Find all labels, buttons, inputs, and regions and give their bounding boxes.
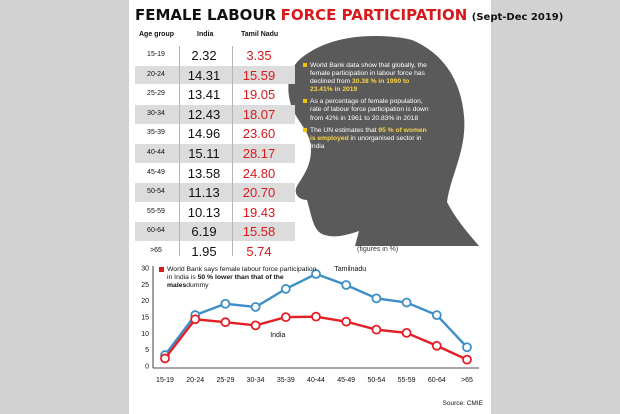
table-cell-india: 11.13: [188, 185, 220, 201]
x-tick-label: 50-54: [367, 377, 386, 384]
table-cell-tn: 19.05: [242, 87, 276, 103]
x-tick-label: 20-24: [186, 377, 205, 384]
table-cell-age: 60-64: [147, 227, 165, 235]
title-part-2: FORCE PARTICIPATION: [280, 6, 468, 24]
table-cell-age: 35-39: [147, 129, 165, 137]
table-cell-age: 55-59: [147, 207, 165, 215]
x-tick-label: 35-39: [276, 377, 295, 384]
note-2-text: As a percentage of female population, rate of labour force participation is down from 42% in 1961 to 20.83% in 2018: [310, 98, 429, 122]
data-point-india: [372, 326, 380, 334]
note-3-text: The UN estimates that: [310, 126, 379, 134]
data-point-tamilnadu: [252, 303, 260, 311]
table-row: [135, 66, 295, 85]
bullet-square-icon: [303, 128, 307, 132]
table-cell-age: 25-29: [147, 90, 165, 98]
x-tick-label: 25-29: [216, 377, 235, 384]
table-row: [135, 46, 295, 65]
info-notes: [303, 62, 429, 155]
table-cell-age: 30-34: [147, 109, 165, 117]
table-row: [135, 203, 295, 222]
y-tick-label: 5: [145, 347, 149, 355]
participation-table: [135, 28, 295, 262]
table-row: [135, 183, 295, 202]
table-cell-tn: 28.17: [242, 145, 276, 161]
table-cell-age: >65: [150, 246, 162, 254]
table-cell-india: 14.96: [187, 126, 221, 142]
note-item: [303, 127, 429, 151]
data-point-tamilnadu: [221, 300, 229, 308]
data-point-india: [191, 315, 199, 323]
infographic-card: [129, 0, 564, 414]
table-row: [135, 164, 295, 183]
data-point-india: [252, 321, 260, 329]
table-cell-age: 40-44: [147, 148, 165, 156]
note-1-text: World Bank data show that globally, the female participation in labour force has declined from: [310, 62, 427, 86]
table-cell-india: 6.19: [191, 224, 217, 240]
title-date-range: (Sept-Dec 2019): [471, 12, 564, 23]
bullet-square-icon: [303, 99, 307, 103]
note-3-text-end: in unorganised sector in India: [310, 134, 422, 150]
table-cell-india: 2.32: [191, 48, 217, 63]
table-row: [135, 105, 295, 124]
data-point-india: [433, 342, 441, 350]
table-cell-india: 13.41: [187, 87, 221, 103]
data-point-india: [342, 318, 350, 326]
table-cell-india: 10.13: [187, 204, 221, 220]
data-point-india: [463, 356, 471, 364]
x-tick-label: 60-64: [427, 377, 446, 384]
table-cell-tn: 15.58: [242, 224, 276, 240]
table-cell-india: 13.58: [187, 165, 221, 181]
table-header: [135, 28, 295, 46]
table-cell-tn: 20.70: [242, 185, 276, 201]
legend-text-end: dummy: [186, 282, 209, 289]
x-tick-label: 45-49: [337, 377, 356, 384]
table-units-note: (figures in %): [357, 246, 399, 253]
data-point-india: [221, 318, 229, 326]
table-cell-tn: 24.80: [242, 165, 276, 181]
note-3-highlight: 95 % of women is employed: [310, 126, 427, 142]
y-tick-label: 10: [141, 330, 149, 338]
table-cell-india: 12.43: [187, 106, 221, 122]
data-point-india: [282, 313, 290, 321]
table-cell-india: 1.95: [191, 243, 217, 259]
table-divider: [232, 46, 233, 256]
table-cell-india: 14.31: [187, 67, 221, 83]
table-row: [135, 242, 295, 261]
table-cell-tn: 3.35: [246, 48, 272, 63]
data-point-tamilnadu: [403, 299, 411, 307]
table-cell-age: 45-49: [147, 168, 165, 176]
note-1-highlight: 30.38 % in 1990 to 23.41% in 2019: [310, 78, 410, 94]
note-item: [303, 98, 429, 122]
y-tick-label: 20: [141, 298, 149, 306]
table-cell-age: 15-19: [147, 51, 165, 58]
col-tamil-nadu: Tamil Nadu: [241, 31, 279, 38]
note-item: [303, 62, 429, 94]
x-tick-label: 40-44: [307, 377, 325, 384]
y-tick-label: 30: [141, 265, 149, 273]
col-india: India: [197, 31, 214, 38]
title-part-1: FEMALE LABOUR: [135, 6, 277, 24]
legend-highlight: 50 % lower than that of the males: [167, 274, 284, 289]
series-line-india: [165, 317, 467, 360]
x-tick-label: >65: [461, 377, 473, 384]
data-point-tamilnadu: [342, 281, 350, 289]
legend-text: World Bank says female labour force participation in India is: [167, 266, 317, 281]
table-cell-age: 20-24: [147, 70, 165, 78]
table-cell-age: 50-54: [147, 188, 165, 196]
table-cell-tn: 19.43: [242, 204, 276, 220]
series-label: Tamilnadu: [334, 265, 367, 273]
table-row: [135, 85, 295, 104]
table-cell-tn: 23.60: [242, 126, 276, 142]
table-cell-tn: 18.07: [242, 106, 276, 122]
x-tick-label: 15-19: [156, 377, 174, 384]
y-tick-label: 25: [141, 281, 149, 289]
y-tick-label: 15: [141, 314, 149, 322]
col-age-group: Age group: [139, 31, 174, 38]
table-cell-tn: 5.74: [246, 243, 272, 259]
y-tick-label: 0: [145, 363, 149, 371]
legend-red-square-icon: [159, 267, 164, 272]
data-point-tamilnadu: [372, 294, 380, 302]
series-label: India: [270, 332, 286, 340]
source-note: Source: CMIE: [442, 400, 483, 407]
table-cell-tn: 15.59: [242, 67, 276, 83]
data-point-tamilnadu: [463, 343, 471, 351]
bullet-square-icon: [303, 63, 307, 67]
table-row: [135, 144, 295, 163]
table-cell-india: 15.11: [188, 145, 220, 161]
table-row: [135, 124, 295, 143]
data-point-india: [312, 313, 320, 321]
table-row: [135, 222, 295, 241]
data-point-india: [161, 354, 169, 362]
data-point-india: [403, 329, 411, 337]
table-divider: [179, 46, 180, 256]
x-tick-label: 30-34: [246, 377, 265, 384]
data-point-tamilnadu: [433, 311, 441, 319]
x-tick-label: 55-59: [397, 377, 416, 384]
